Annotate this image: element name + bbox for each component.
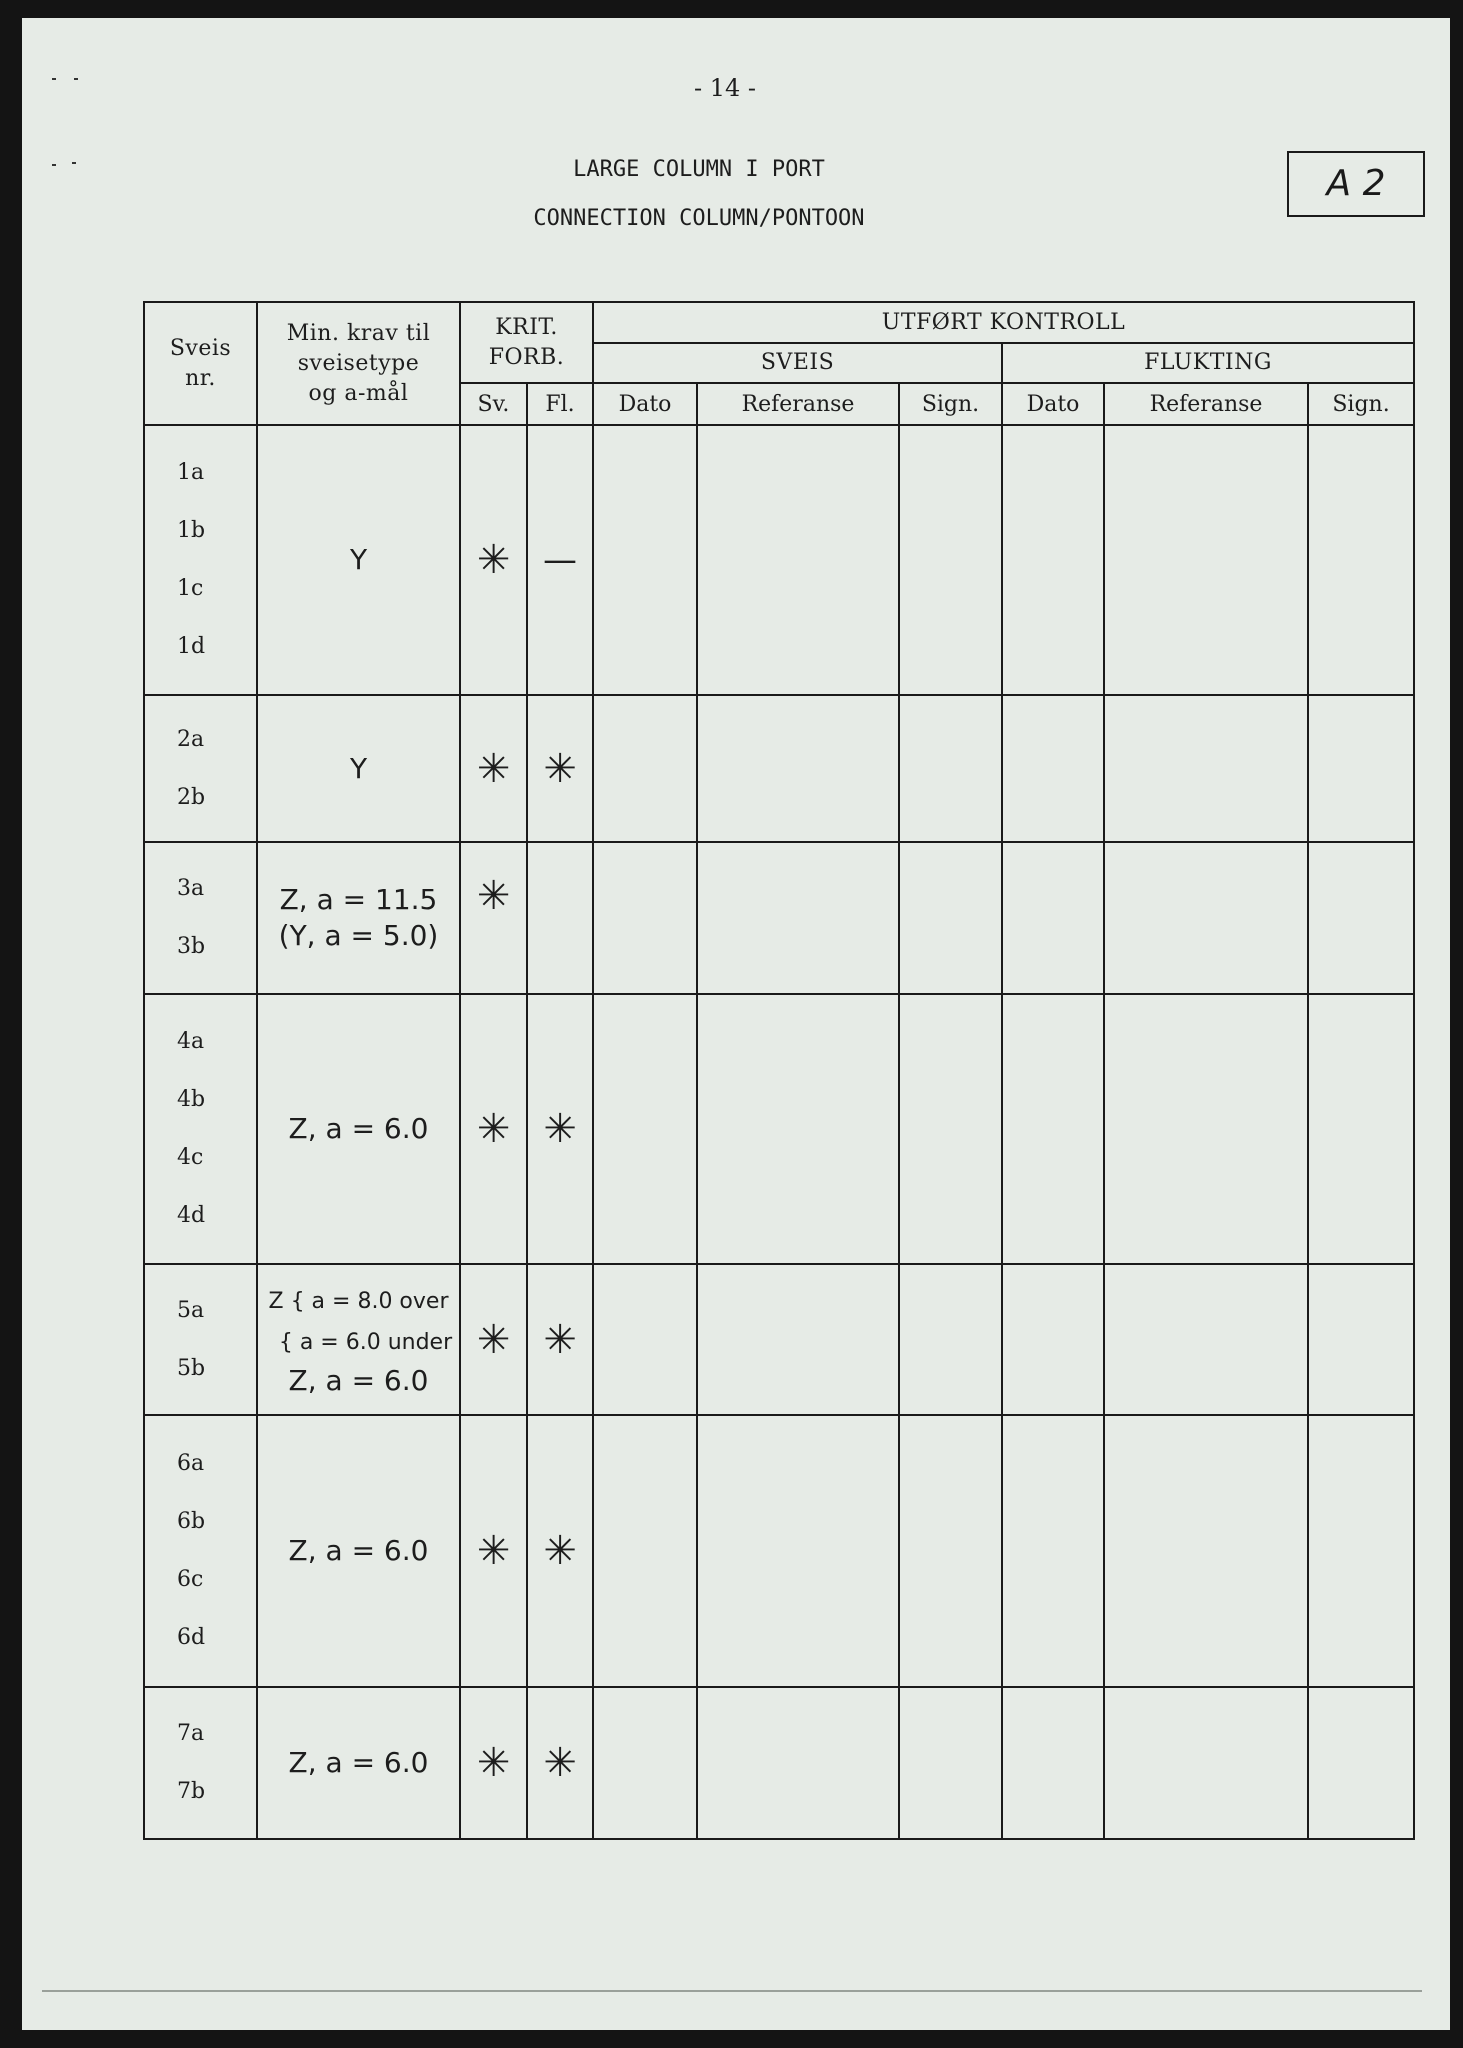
flukting-dato-cell[interactable] [1002,695,1104,842]
scan-speck [52,164,56,166]
weld-requirement: Y [257,695,460,842]
sveis-sign-cell[interactable] [899,695,1002,842]
weld-number: 7a [177,1721,205,1746]
weld-control-table [143,301,1415,1840]
critical-fl-mark: — [527,425,593,695]
table-row [144,842,1414,994]
sveis-referanse-cell[interactable] [697,842,899,994]
weld-numbers [144,1415,257,1687]
sveis-sign-cell[interactable] [899,994,1002,1264]
weld-number: 1c [177,576,204,601]
sveis-sign-cell[interactable] [899,842,1002,994]
table-row [144,425,1414,695]
weld-number: 6d [177,1625,206,1650]
page-number: - 14 - [694,74,757,102]
flukting-dato-cell[interactable] [1002,1415,1104,1687]
flukting-dato-cell[interactable] [1002,425,1104,695]
header-min-krav-1: Min. krav til [286,320,431,346]
sveis-referanse-cell[interactable] [697,1415,899,1687]
document-subtitle: CONNECTION COLUMN/PONTOON [533,206,865,231]
critical-fl-mark: ✳ [527,1415,593,1687]
sveis-dato-cell[interactable] [593,1264,697,1415]
weld-requirement: Z, a = 11.5 (Y, a = 5.0) [257,842,460,994]
table-row [144,695,1414,842]
weld-number: 4a [177,1029,205,1054]
critical-sv-mark: ✳ [460,695,527,842]
header-utfort-kontroll: UTFØRT KONTROLL [593,302,1414,343]
critical-sv-mark: ✳ [460,1264,527,1415]
document-id-box: A 2 [1287,151,1425,217]
critical-fl-mark: ✳ [527,1687,593,1839]
critical-sv-mark: ✳ [460,994,527,1264]
weld-numbers [144,1687,257,1839]
header-fl: Fl. [527,383,593,425]
weld-requirement: Z, a = 6.0 [257,994,460,1264]
weld-number: 3a [177,876,205,901]
header-sveis-nr [144,302,257,425]
sveis-dato-cell[interactable] [593,994,697,1264]
flukting-dato-cell[interactable] [1002,1264,1104,1415]
header-min-krav [257,302,460,425]
flukting-dato-cell[interactable] [1002,1687,1104,1839]
header-flukting-dato: Dato [1002,383,1104,425]
weld-requirement: Z, a = 6.0 [257,1687,460,1839]
sveis-sign-cell[interactable] [899,1264,1002,1415]
critical-fl-mark: ✳ [527,1264,593,1415]
header-sveis-dato: Dato [593,383,697,425]
sveis-sign-cell[interactable] [899,425,1002,695]
sveis-dato-cell[interactable] [593,842,697,994]
critical-fl-mark: ✳ [527,994,593,1264]
sveis-referanse-cell[interactable] [697,1264,899,1415]
flukting-referanse-cell[interactable] [1104,1264,1308,1415]
sveis-referanse-cell[interactable] [697,695,899,842]
weld-numbers [144,425,257,695]
flukting-referanse-cell[interactable] [1104,695,1308,842]
table-row [144,994,1414,1264]
sveis-referanse-cell[interactable] [697,994,899,1264]
header-sveis: Sveis [169,335,232,361]
flukting-referanse-cell[interactable] [1104,842,1308,994]
weld-requirement: Z { a = 8.0 over { a = 6.0 under Z, a = 6.0 [257,1264,460,1415]
header-nr: nr. [185,365,216,391]
scan-speck [72,162,76,164]
weld-requirement: Y [257,425,460,695]
weld-requirement: Z, a = 6.0 [257,1415,460,1687]
header-sv: Sv. [460,383,527,425]
sveis-dato-cell[interactable] [593,695,697,842]
header-min-krav-3: og a-mål [308,380,409,406]
document-title: LARGE COLUMN I PORT [573,157,825,182]
weld-number: 4c [177,1145,204,1170]
flukting-sign-cell[interactable] [1308,1687,1414,1839]
flukting-referanse-cell[interactable] [1104,1415,1308,1687]
flukting-dato-cell[interactable] [1002,842,1104,994]
weld-number: 5a [177,1297,205,1323]
header-sveis-group: SVEIS [593,343,1002,383]
flukting-referanse-cell[interactable] [1104,425,1308,695]
weld-number: 2a [177,726,205,752]
critical-sv-mark: ✳ [460,1687,527,1839]
flukting-dato-cell[interactable] [1002,994,1104,1264]
table-row [144,1687,1414,1839]
weld-numbers [144,842,257,994]
weld-number: 4d [177,1203,206,1228]
scan-speck [74,78,78,80]
sveis-sign-cell[interactable] [899,1687,1002,1839]
scan-speck [52,78,56,80]
header-min-krav-2: sveisetype [297,350,420,376]
table-row [144,1415,1414,1687]
flukting-sign-cell[interactable] [1308,1415,1414,1687]
weld-numbers [144,994,257,1264]
sveis-dato-cell[interactable] [593,425,697,695]
flukting-referanse-cell[interactable] [1104,994,1308,1264]
weld-number: 1a [177,460,205,485]
sveis-referanse-cell[interactable] [697,1687,899,1839]
header-sveis-sign: Sign. [899,383,1002,425]
flukting-sign-cell[interactable] [1308,695,1414,842]
weld-numbers [144,695,257,842]
weld-number: 7b [177,1779,206,1804]
table-row [144,1264,1414,1415]
header-krit: KRIT. [495,314,558,340]
header-forb: FORB. [488,344,565,370]
weld-number: 1d [177,634,206,659]
weld-number: 6c [177,1567,204,1592]
weld-number: 4b [177,1087,206,1112]
critical-sv-mark: ✳ [460,425,527,695]
critical-sv-mark: ✳ [460,1415,527,1687]
flukting-sign-cell[interactable] [1308,994,1414,1264]
critical-fl-mark: ✳ [527,695,593,842]
critical-fl-mark [527,842,593,994]
weld-number: 6a [177,1451,205,1476]
sveis-dato-cell[interactable] [593,1415,697,1687]
weld-number: 5b [177,1355,206,1381]
flukting-sign-cell[interactable] [1308,1264,1414,1415]
scan-bottom-line [42,1990,1422,1992]
flukting-sign-cell[interactable] [1308,425,1414,695]
header-flukting-group: FLUKTING [1002,343,1414,383]
header-sveis-referanse: Referanse [697,383,899,425]
sveis-referanse-cell[interactable] [697,425,899,695]
critical-sv-mark: ✳ [460,842,527,994]
header-flukting-referanse: Referanse [1104,383,1308,425]
weld-number: 2b [177,784,206,810]
header-krit-forb [460,302,593,383]
flukting-sign-cell[interactable] [1308,842,1414,994]
weld-number: 3b [177,934,206,959]
header-flukting-sign: Sign. [1308,383,1414,425]
weld-number: 6b [177,1509,206,1534]
flukting-referanse-cell[interactable] [1104,1687,1308,1839]
weld-number: 1b [177,518,206,543]
weld-numbers [144,1264,257,1415]
sveis-dato-cell[interactable] [593,1687,697,1839]
sveis-sign-cell[interactable] [899,1415,1002,1687]
